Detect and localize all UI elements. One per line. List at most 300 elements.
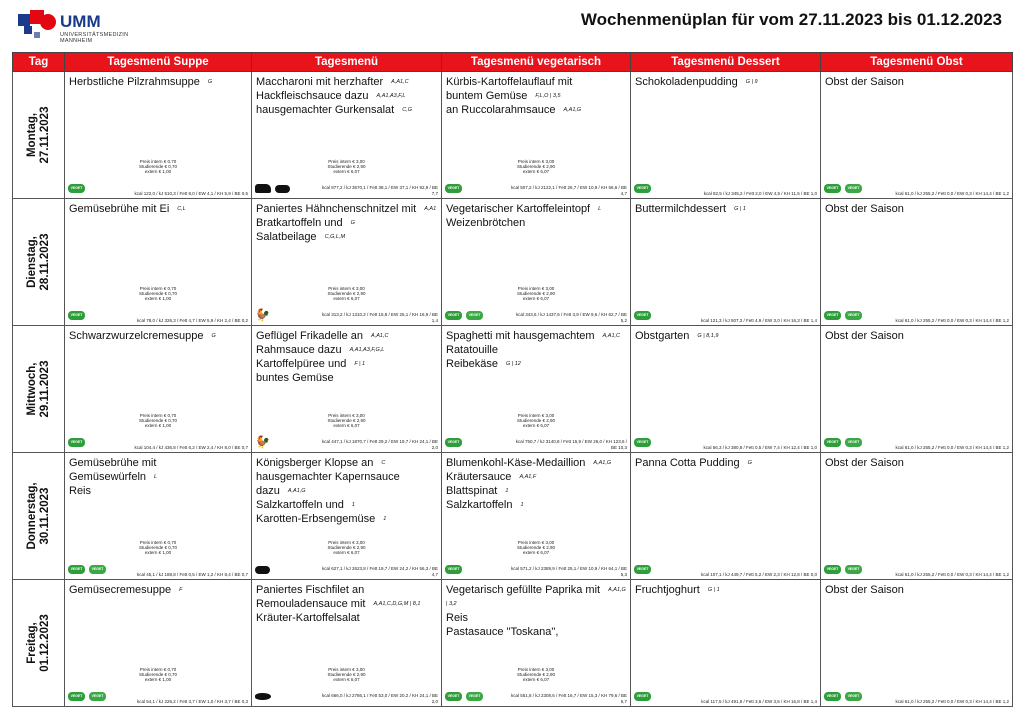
dish-line	[256, 456, 437, 470]
allergen-codes: A,A1,G	[563, 107, 582, 114]
dish-line	[825, 75, 1008, 89]
dish-line	[446, 329, 626, 343]
dish-text	[442, 199, 630, 230]
dish-text	[821, 199, 1012, 216]
price-line: Studierende € 2,90	[327, 164, 366, 169]
price-info	[252, 286, 441, 301]
diet-icons	[68, 564, 106, 575]
day-name: Mittwoch,	[25, 362, 38, 416]
day-label	[26, 107, 52, 164]
veggie-badge-icon: VEGET	[824, 438, 841, 447]
dish-text	[631, 453, 820, 470]
tagesmenue-cell	[252, 326, 442, 453]
dish-text	[821, 72, 1012, 89]
price-line: extern € 1,00	[144, 296, 172, 301]
price-info	[65, 286, 251, 301]
allergen-codes: 1	[351, 502, 355, 509]
allergen-codes: G | 12	[505, 361, 521, 368]
price-line: Studierende € 2,90	[327, 291, 366, 296]
dish-name: Karotten-Erbsengemüse	[256, 513, 376, 526]
column-header-vegetarisch: Tagesmenü vegetarisch	[442, 53, 631, 72]
diet-icons	[824, 310, 862, 321]
price-line: Preis intern € 3,00	[517, 159, 555, 164]
obst-cell	[821, 580, 1013, 707]
dish-text	[65, 326, 251, 343]
veggie-badge-icon: VEGET	[824, 311, 841, 320]
dish-line	[446, 625, 626, 639]
dish-name: Vegetarisch gefüllte Paprika mit	[446, 584, 601, 596]
price-line: Preis intern € 3,00	[517, 286, 555, 291]
dish-name: Blumenkohl-Käse-Medaillion	[446, 457, 586, 469]
price-line: extern € 1,00	[144, 423, 172, 428]
veggie-badge-icon: VEGET	[68, 565, 85, 574]
vegan-badge-icon: VEGET	[466, 692, 483, 701]
dish-line	[256, 216, 437, 230]
price-line: Preis intern € 3,00	[517, 540, 555, 545]
dessert-cell	[631, 199, 821, 326]
dish-text	[442, 580, 630, 639]
dish-name: Herbstliche Pilzrahmsuppe	[69, 76, 200, 88]
nutrition-info: kcal 107,1 / kJ 449,7 / Fett 5,2 / EW 2,3 / KH 12,8 / BE 0,0	[700, 571, 817, 577]
dish-name: Kürbis-Kartoffelauflauf mit	[446, 76, 573, 88]
obst-cell	[821, 72, 1013, 199]
nutrition-info: kcal 82,5 / kJ 345,2 / Fett 2,0 / EW 4,5 / KH 11,5 / BE 1,0	[703, 190, 817, 196]
diet-icons	[634, 691, 651, 702]
dish-name: hausgemachter Kapernsauce	[256, 471, 400, 484]
allergen-codes: F	[179, 587, 183, 594]
dish-line	[446, 583, 626, 611]
price-line: Studierende € 0,70	[138, 164, 178, 169]
day-name: Freitag,	[25, 622, 38, 664]
day-row	[13, 326, 1013, 453]
allergen-codes: G | 8,1,9	[697, 333, 719, 340]
dish-text	[252, 199, 441, 244]
price-line: extern € 6,07	[333, 550, 360, 555]
vegetarisch-cell	[442, 72, 631, 199]
dish-name: Kartoffelpüree und	[256, 358, 347, 371]
dish-name: an Ruccolarahmsauce	[446, 104, 556, 117]
nutrition-info: kcal 61,0 / kJ 255,2 / Fett 0,0 / EW 0,3 / KH 14,4 / BE 1,2	[895, 190, 1009, 196]
vegan-badge-icon: VEGET	[845, 184, 862, 193]
menu-table	[12, 52, 1013, 707]
dish-text	[442, 326, 630, 371]
umm-logo	[18, 10, 158, 50]
nutrition-info: kcal 61,0 / kJ 255,2 / Fett 0,0 / EW 0,3 / KH 14,4 / BE 1,2	[895, 571, 1009, 577]
allergen-codes: C,G	[402, 107, 412, 114]
allergen-codes: L	[154, 474, 158, 481]
dish-line	[825, 456, 1008, 470]
price-info	[442, 159, 630, 174]
allergen-codes: C,G,L,M	[324, 234, 346, 241]
dish-name: Reis	[446, 612, 469, 625]
day-cell	[13, 580, 65, 707]
dish-line	[256, 357, 437, 371]
allergen-codes: G | 1	[707, 587, 720, 594]
suppe-cell	[65, 199, 252, 326]
dish-text	[821, 580, 1012, 597]
veggie-badge-icon: VEGET	[68, 311, 85, 320]
day-name: Montag,	[25, 112, 38, 158]
day-label	[26, 614, 52, 672]
dish-text	[65, 199, 251, 216]
dish-text	[631, 580, 820, 597]
day-row	[13, 580, 1013, 707]
day-name: Donnerstag,	[25, 482, 38, 550]
price-line: extern € 6,07	[522, 296, 550, 301]
suppe-cell	[65, 580, 252, 707]
dish-name: Salatbeilage	[256, 231, 317, 244]
dish-line	[446, 75, 626, 89]
dish-line	[446, 470, 626, 484]
dish-line	[446, 202, 626, 216]
dish-name: Remouladensauce mit	[256, 598, 366, 610]
dish-name: Obst der Saison	[825, 330, 904, 342]
day-label	[26, 482, 52, 549]
price-line: extern € 1,00	[144, 169, 172, 174]
nutrition-info: kcal 666,0 / kJ 2786,1 / Fett 53,0 / EW 20,2 / KH 24,1 / BE 2,0	[321, 693, 438, 704]
day-cell	[13, 326, 65, 453]
price-info	[442, 667, 630, 682]
day-row	[13, 72, 1013, 199]
page-header	[0, 0, 1024, 52]
price-line: extern € 6,07	[333, 296, 360, 301]
dish-line	[256, 329, 437, 343]
dish-line	[69, 484, 247, 498]
dish-name: Salzkartoffeln und	[256, 499, 344, 512]
price-line: extern € 6,07	[333, 169, 360, 174]
price-info	[252, 413, 441, 428]
price-info	[252, 667, 441, 682]
veggie-badge-icon: VEGET	[445, 311, 462, 320]
dish-line	[825, 583, 1008, 597]
nutrition-info: kcal 343,6 / kJ 1437,6 / Fett 3,9 / EW 9,6 / KH 62,7 / BE 5,2	[515, 312, 627, 323]
allergen-codes: 1	[383, 516, 387, 523]
dish-name: Rahmsauce dazu	[256, 344, 342, 357]
allergen-codes: G | 1	[734, 206, 746, 213]
dish-name: Paniertes Hähnchenschnitzel mit	[256, 203, 417, 215]
dish-name: hausgemachter Gurkensalat	[256, 104, 395, 117]
dish-line	[256, 470, 437, 484]
allergen-codes: A,A1,A3,F,G,L	[349, 347, 385, 354]
day-label	[26, 361, 52, 418]
pig-icon	[275, 185, 290, 193]
suppe-cell	[65, 72, 252, 199]
veggie-badge-icon: VEGET	[634, 184, 651, 193]
price-line: Studierende € 0,70	[138, 672, 178, 677]
dish-line	[256, 597, 437, 611]
veggie-badge-icon: VEGET	[634, 438, 651, 447]
price-line: Studierende € 2,90	[516, 164, 556, 169]
dish-line	[69, 470, 247, 484]
dish-name: Schokoladenpudding	[635, 76, 738, 88]
allergen-codes: A,A1,C,D,G,M | 8,1	[373, 601, 421, 608]
price-info	[442, 540, 630, 555]
dish-name: Weizenbrötchen	[446, 217, 526, 230]
logo-subtitle: UNIVERSITÄTSMEDIZIN MANNHEIM	[60, 32, 129, 44]
meat-icons	[255, 310, 270, 321]
day-cell	[13, 453, 65, 580]
allergen-codes: G | 9	[745, 79, 758, 86]
diet-icons	[445, 691, 483, 702]
price-line: Studierende € 2,90	[327, 418, 366, 423]
price-line: extern € 6,07	[333, 677, 360, 682]
price-info	[252, 540, 441, 555]
allergen-codes: F | 1	[354, 361, 366, 368]
veggie-badge-icon: VEGET	[824, 184, 841, 193]
dish-text	[631, 326, 820, 343]
dish-line	[256, 202, 437, 216]
diet-icons	[824, 691, 862, 702]
fish-icon	[255, 693, 271, 700]
obst-cell	[821, 199, 1013, 326]
day-date: 28.11.2023	[38, 233, 51, 291]
logo-brand: UMM	[60, 12, 101, 31]
dish-name: Blattspinat	[446, 485, 498, 498]
diet-icons	[824, 437, 862, 448]
dish-line	[635, 583, 816, 597]
diet-icons	[445, 310, 483, 321]
nutrition-info: kcal 78,0 / kJ 326,3 / Fett 4,7 / EW 5,9 / KH 2,4 / BE 0,2	[136, 317, 248, 323]
tagesmenue-cell	[252, 580, 442, 707]
price-line: Studierende € 0,70	[138, 545, 178, 550]
suppe-cell	[65, 326, 252, 453]
dish-line	[446, 611, 626, 625]
dish-line	[825, 329, 1008, 343]
chicken-icon: 🐓	[255, 435, 270, 449]
allergen-codes: A,A1,G	[593, 460, 612, 467]
dish-line	[446, 484, 626, 498]
price-line: Preis intern € 3,00	[328, 159, 365, 164]
chicken-icon: 🐓	[255, 308, 270, 322]
dish-line	[256, 512, 437, 526]
dish-text	[65, 453, 251, 498]
dessert-cell	[631, 453, 821, 580]
allergen-codes: C	[381, 460, 386, 467]
nutrition-info: kcal 122,0 / kJ 510,3 / Fett 8,0 / EW 4,1 / KH 5,9 / BE 0,5	[134, 190, 248, 196]
price-line: Studierende € 0,70	[138, 418, 178, 423]
price-info	[65, 540, 251, 555]
obst-cell	[821, 326, 1013, 453]
allergen-codes: A,A1,A3,F,L	[376, 93, 406, 100]
price-info	[65, 413, 251, 428]
veggie-badge-icon: VEGET	[445, 438, 462, 447]
dish-name: Salzkartoffeln	[446, 499, 513, 512]
allergen-codes: A,A1,F	[519, 474, 537, 481]
diet-icons	[445, 437, 462, 448]
dish-line	[256, 230, 437, 244]
tagesmenue-cell	[252, 72, 442, 199]
price-info	[65, 159, 251, 174]
vegan-badge-icon: VEGET	[845, 311, 862, 320]
diet-icons	[68, 437, 85, 448]
allergen-codes: A,A1	[424, 206, 437, 213]
dish-line	[635, 329, 816, 343]
dish-line	[69, 329, 247, 343]
vegan-badge-icon: VEGET	[845, 565, 862, 574]
vegetarisch-cell	[442, 199, 631, 326]
dish-line	[69, 583, 247, 597]
vegan-badge-icon: VEGET	[466, 311, 483, 320]
diet-icons	[634, 310, 651, 321]
price-line: Studierende € 2,90	[516, 418, 556, 423]
allergen-codes: G	[350, 220, 355, 227]
dish-name: Gemüsebrühe mit	[69, 457, 157, 469]
price-info	[65, 667, 251, 682]
column-header-obst: Tagesmenü Obst	[821, 53, 1013, 72]
dish-line	[446, 216, 626, 230]
dish-line	[825, 202, 1008, 216]
dish-name: Panna Cotta Pudding	[635, 457, 740, 469]
dish-name: Kräutersauce	[446, 471, 512, 484]
nutrition-info: kcal 121,3 / kJ 507,3 / Fett 4,9 / EW 3,0 / KH 16,3 / BE 1,4	[700, 317, 817, 323]
dish-text	[821, 453, 1012, 470]
dish-line	[446, 456, 626, 470]
price-line: Preis intern € 3,00	[517, 667, 555, 672]
dish-name: Schwarzwurzelcremesuppe	[69, 330, 204, 342]
dish-line	[256, 484, 437, 498]
vegetarisch-cell	[442, 326, 631, 453]
dish-line	[446, 357, 626, 371]
nutrition-info: kcal 45,1 / kJ 188,8 / Fett 0,5 / EW 1,2 / KH 8,4 / BE 0,7	[136, 571, 248, 577]
vegan-badge-icon: VEGET	[89, 692, 106, 701]
day-cell	[13, 199, 65, 326]
price-line: extern € 1,00	[144, 550, 172, 555]
price-line: Studierende € 2,90	[516, 291, 556, 296]
price-info	[442, 413, 630, 428]
diet-icons	[634, 437, 651, 448]
diet-icons	[445, 183, 462, 194]
dish-line	[635, 202, 816, 216]
dish-name: Vegetarischer Kartoffeleintopf	[446, 203, 591, 215]
vegan-badge-icon: VEGET	[845, 438, 862, 447]
dish-line	[446, 498, 626, 512]
day-date: 30.11.2023	[38, 487, 51, 545]
price-line: Preis intern € 0,70	[139, 540, 177, 545]
price-line: Preis intern € 3,00	[517, 413, 555, 418]
diet-icons	[824, 183, 862, 194]
price-info	[442, 286, 630, 301]
diet-icons	[68, 183, 85, 194]
dish-line	[446, 89, 626, 103]
column-header-dessert: Tagesmenü Dessert	[631, 53, 821, 72]
tagesmenue-cell	[252, 199, 442, 326]
dish-line	[635, 75, 816, 89]
dessert-cell	[631, 72, 821, 199]
vegan-badge-icon: VEGET	[89, 565, 106, 574]
veggie-badge-icon: VEGET	[68, 184, 85, 193]
price-line: Studierende € 2,90	[516, 545, 556, 550]
price-line: Preis intern € 0,70	[139, 286, 177, 291]
allergen-codes: G	[747, 460, 752, 467]
dish-line	[69, 75, 247, 89]
day-date: 27.11.2023	[38, 106, 51, 164]
cow-icon	[255, 184, 271, 193]
price-line: Preis intern € 0,70	[139, 159, 177, 164]
dish-line	[256, 343, 437, 357]
vegan-badge-icon: VEGET	[845, 692, 862, 701]
dish-line	[69, 202, 247, 216]
allergen-codes: F,L,O | 3,5	[535, 93, 561, 100]
meat-icons	[255, 437, 270, 448]
price-line: Preis intern € 3,00	[328, 286, 365, 291]
veggie-badge-icon: VEGET	[445, 184, 462, 193]
dish-name: Buttermilchdessert	[635, 203, 727, 215]
table-header-row	[13, 53, 1013, 72]
price-line: Studierende € 2,90	[516, 672, 556, 677]
day-date: 01.12.2023	[38, 614, 51, 672]
allergen-codes: A,A1,C	[602, 333, 621, 340]
dish-text	[252, 72, 441, 117]
column-header-suppe: Tagesmenü Suppe	[65, 53, 252, 72]
dessert-cell	[631, 326, 821, 453]
nutrition-info: kcal 571,2 / kJ 2389,9 / Fett 25,1 / EW 10,9 / KH 64,1 / BE 5,3	[510, 566, 627, 577]
nutrition-info: kcal 313,2 / kJ 1310,2 / Fett 15,8 / EW 25,1 / KH 16,9 / BE 1,4	[321, 312, 438, 323]
dish-line	[256, 371, 437, 385]
veggie-badge-icon: VEGET	[445, 565, 462, 574]
nutrition-info: kcal 61,0 / kJ 255,2 / Fett 0,0 / EW 0,3 / KH 14,4 / BE 1,2	[895, 444, 1009, 450]
dish-name: Obstgarten	[635, 330, 690, 342]
dish-name: Pastasauce "Toskana",	[446, 626, 559, 639]
veggie-badge-icon: VEGET	[634, 311, 651, 320]
allergen-codes: A,A1,C	[371, 333, 389, 340]
dish-line	[256, 75, 437, 89]
day-date: 29.11.2023	[38, 360, 51, 418]
dish-name: Gemüsewürfeln	[69, 471, 147, 483]
allergen-codes: A,A1,G | 3,2	[446, 587, 626, 608]
price-line: Studierende € 2,90	[327, 672, 366, 677]
meat-icons	[255, 183, 290, 194]
pig-icon	[255, 566, 270, 574]
dish-name: Ratatouille	[446, 344, 498, 357]
nutrition-info: kcal 61,0 / kJ 255,2 / Fett 0,0 / EW 0,3 / KH 14,4 / BE 1,2	[895, 317, 1009, 323]
dessert-cell	[631, 580, 821, 707]
allergen-codes: C,L	[177, 206, 186, 213]
diet-icons	[445, 564, 462, 575]
page-title: Wochenmenüplan für vom 27.11.2023 bis 01.12.2023	[580, 10, 1002, 29]
vegetarisch-cell	[442, 453, 631, 580]
dish-text	[442, 72, 630, 117]
dish-text	[631, 72, 820, 89]
dish-text	[821, 326, 1012, 343]
meat-icons	[255, 564, 270, 575]
nutrition-info: kcal 877,2 / kJ 3670,1 / Fett 38,1 / EW 37,1 / KH 92,9 / BE 7,7	[321, 185, 438, 196]
veggie-badge-icon: VEGET	[824, 565, 841, 574]
dish-line	[256, 611, 437, 625]
meat-icons	[255, 691, 271, 702]
dish-name: Bratkartoffeln und	[256, 217, 343, 230]
price-line: Studierende € 2,90	[327, 545, 366, 550]
dish-name: Spaghetti mit hausgemachtem	[446, 330, 595, 342]
column-header-tag: Tag	[13, 53, 65, 72]
allergen-codes: 1	[520, 502, 524, 509]
dish-name: Gemüsecremesuppe	[69, 584, 172, 596]
price-line: Preis intern € 0,70	[139, 667, 177, 672]
dish-name: Maccharoni mit herzhafter	[256, 76, 384, 88]
dish-name: Obst der Saison	[825, 584, 904, 596]
dish-name: Reis	[69, 485, 92, 498]
suppe-cell	[65, 453, 252, 580]
dish-line	[446, 343, 626, 357]
tagesmenue-cell	[252, 453, 442, 580]
veggie-badge-icon: VEGET	[634, 565, 651, 574]
nutrition-info: kcal 551,8 / kJ 2308,6 / Fett 16,7 / EW 15,3 / KH 79,6 / BE 6,7	[510, 693, 627, 704]
dish-line	[256, 103, 437, 117]
veggie-badge-icon: VEGET	[68, 692, 85, 701]
nutrition-info: kcal 447,1 / kJ 1870,7 / Fett 29,2 / EW 19,7 / KH 24,1 / BE 2,0	[321, 439, 438, 450]
nutrition-info: kcal 54,1 / kJ 226,2 / Fett 3,7 / EW 1,0 / KH 3,7 / BE 0,3	[136, 698, 248, 704]
dish-name: Obst der Saison	[825, 76, 904, 88]
nutrition-info: kcal 61,0 / kJ 255,2 / Fett 0,0 / EW 0,3 / KH 14,4 / BE 1,2	[895, 698, 1009, 704]
